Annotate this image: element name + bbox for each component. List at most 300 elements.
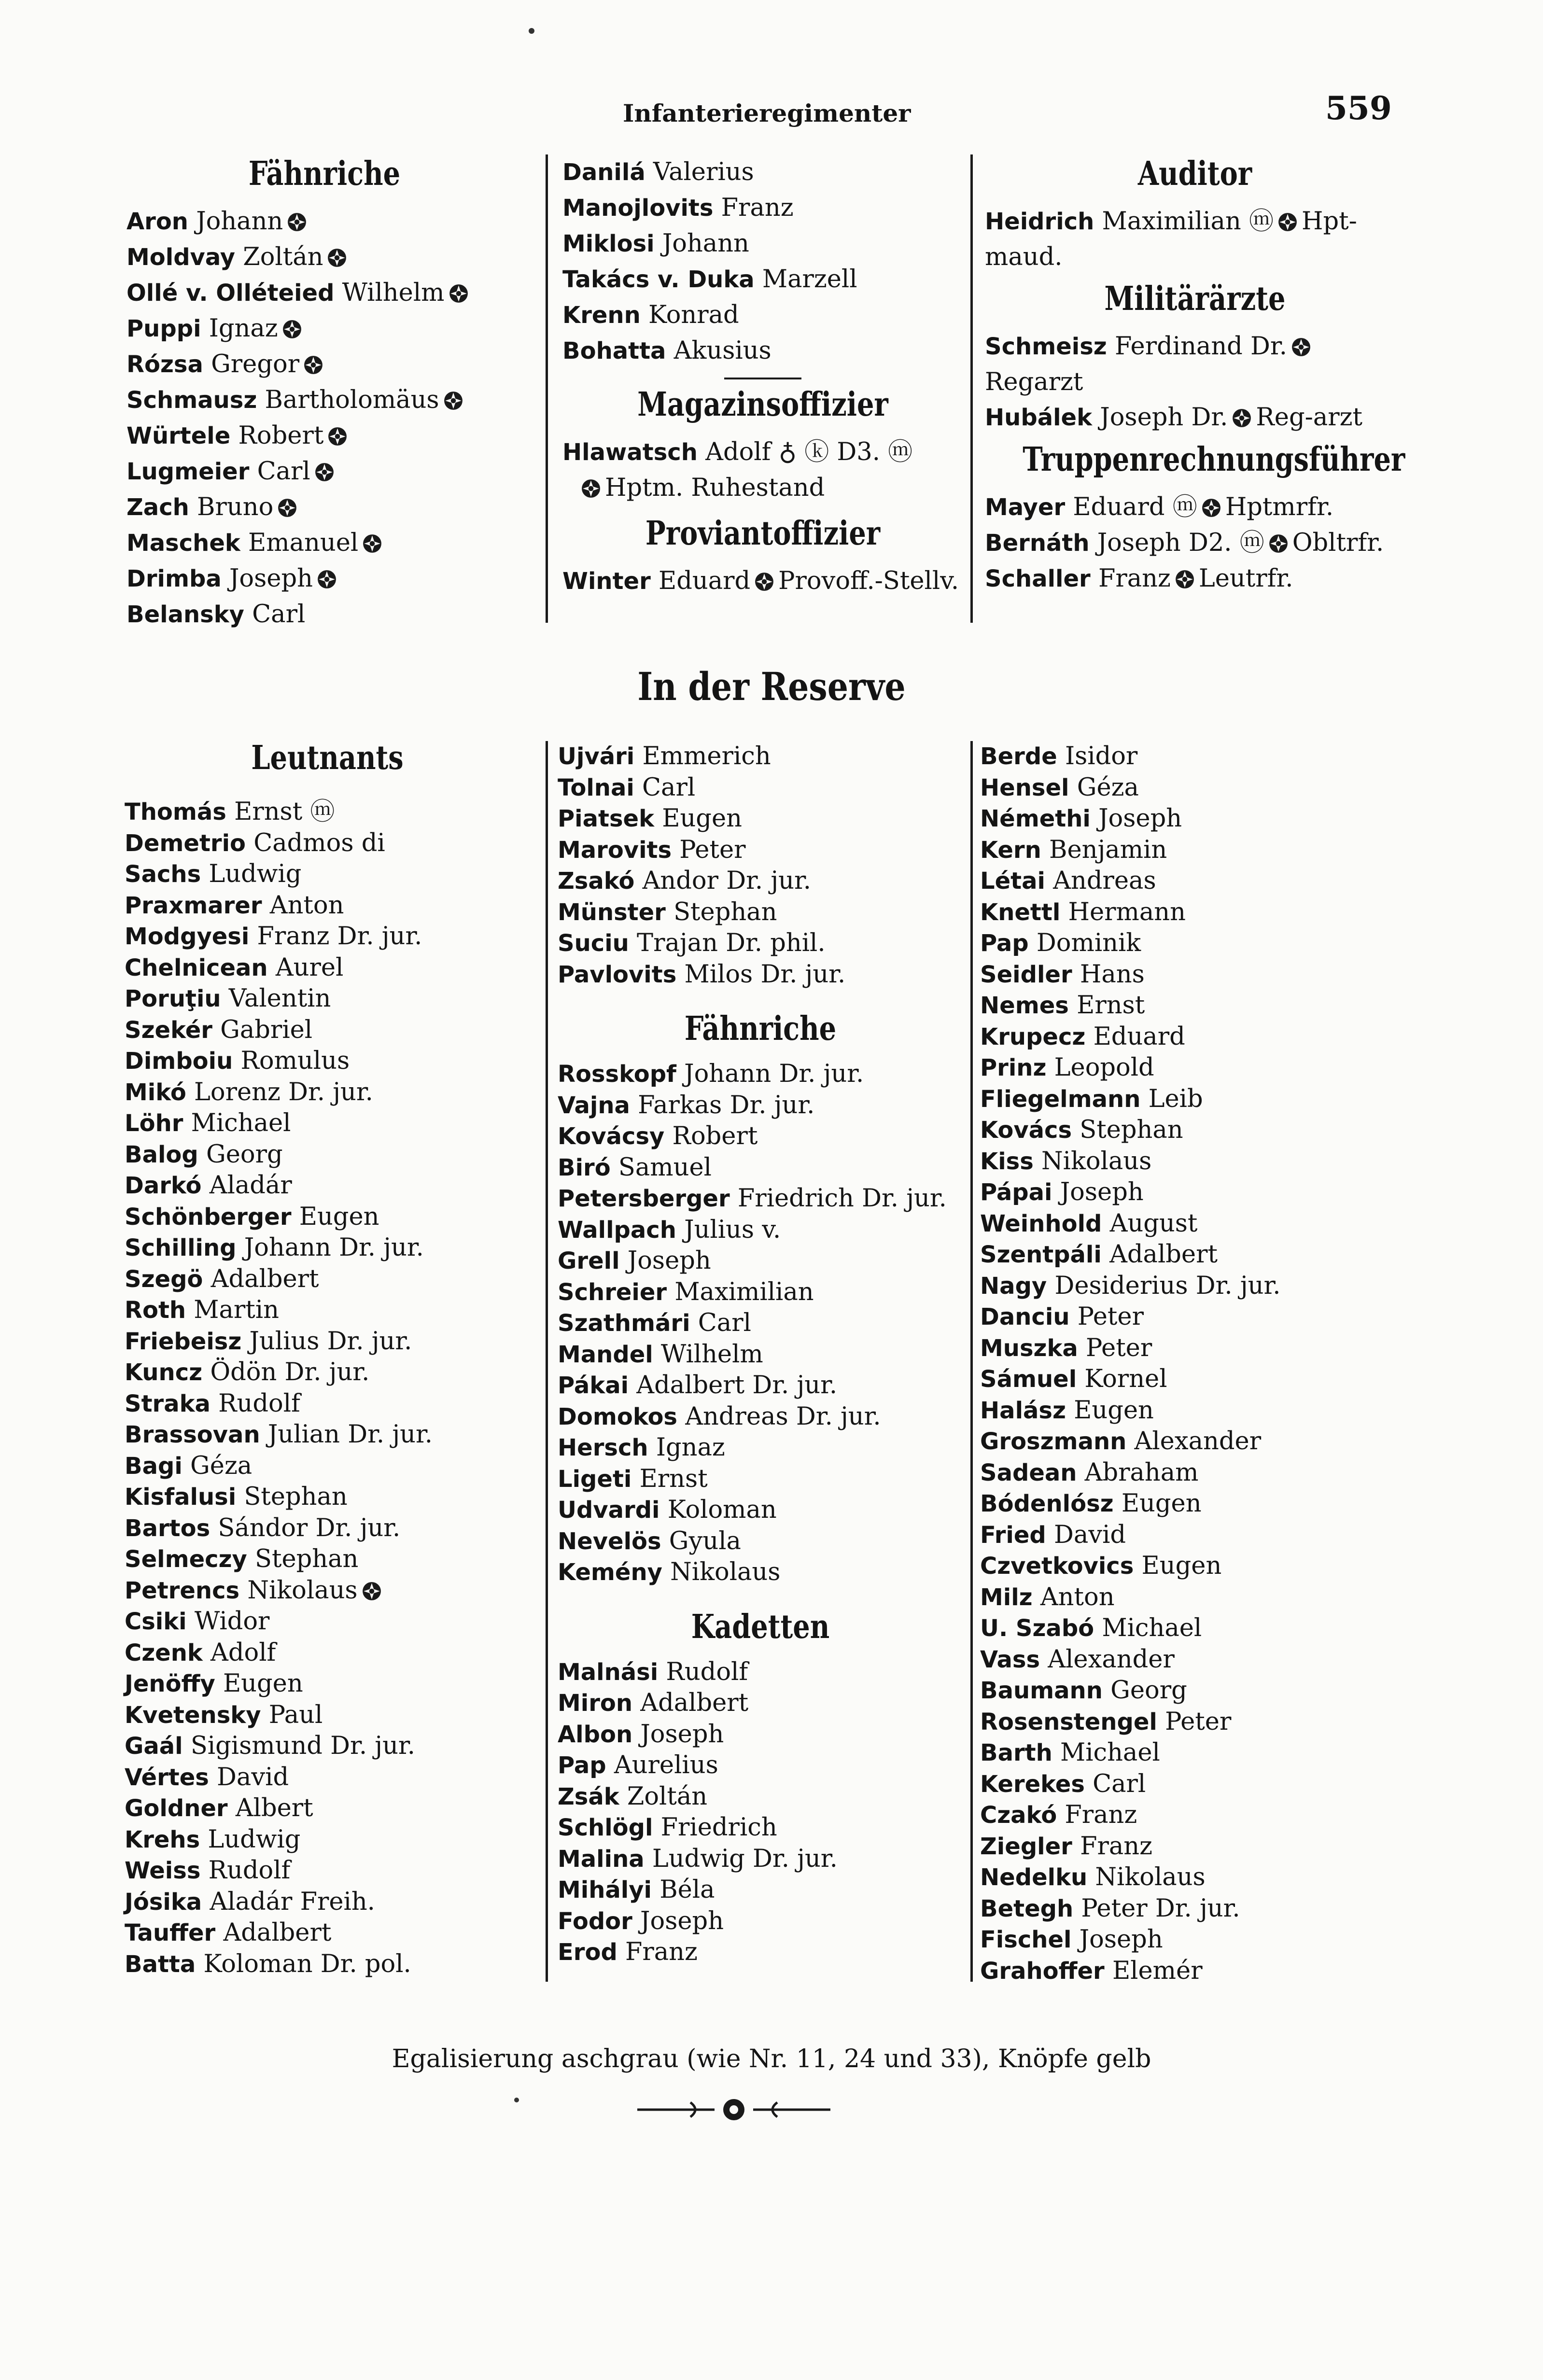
surname: Fodor xyxy=(558,1907,632,1935)
list-item xyxy=(558,1059,963,1090)
given-name: Johann xyxy=(196,207,283,236)
leutnants-list xyxy=(125,797,530,1980)
cross-decoration-icon xyxy=(314,462,335,482)
given-name: Adalbert xyxy=(1109,1240,1218,1269)
degree: Dr. jur. xyxy=(729,1091,815,1120)
list-item xyxy=(126,382,522,418)
top-column-1 xyxy=(126,154,522,632)
surname: Udvardi xyxy=(558,1497,660,1524)
given-name: Franz xyxy=(721,194,794,222)
cross-decoration-icon xyxy=(443,391,463,411)
degree: Dr. jur. xyxy=(288,1078,373,1106)
list-item xyxy=(125,859,530,890)
list-item xyxy=(558,959,963,991)
degree: Dr. jur. xyxy=(760,960,846,989)
given-name: Sándor xyxy=(218,1513,308,1542)
list-item xyxy=(125,1887,530,1918)
list-item xyxy=(558,1557,963,1588)
list-item xyxy=(985,525,1405,561)
page-number: 559 xyxy=(1325,89,1392,127)
surname: Nagy xyxy=(980,1272,1047,1300)
surname: Zsakó xyxy=(558,868,635,895)
list-item xyxy=(980,772,1405,804)
column-divider xyxy=(970,741,973,1982)
list-item xyxy=(980,1333,1405,1364)
given-name: Leib xyxy=(1148,1084,1203,1113)
heading-faehnriche: Fähnriche xyxy=(248,154,401,193)
list-item xyxy=(985,204,1405,275)
print-speck xyxy=(529,28,534,34)
given-name: Joseph xyxy=(1098,804,1182,833)
list-item xyxy=(558,1308,963,1339)
given-name: Ernst ⓜ xyxy=(234,798,335,826)
list-item xyxy=(980,1831,1405,1862)
cross-decoration-icon xyxy=(303,355,323,375)
list-item xyxy=(558,866,963,897)
degree: Dr. jur. xyxy=(330,1732,415,1760)
given-name: Eugen xyxy=(223,1669,303,1698)
given-name: Joseph xyxy=(640,1720,724,1749)
surname: Danciu xyxy=(980,1303,1070,1330)
list-item xyxy=(558,1750,963,1781)
list-item xyxy=(125,1077,530,1108)
cross-decoration-icon xyxy=(282,319,302,339)
surname: Barth xyxy=(980,1739,1052,1766)
surname: Mayer xyxy=(985,494,1066,521)
given-name: Wilhelm xyxy=(660,1340,763,1369)
list-item xyxy=(985,490,1405,525)
surname: Praxmarer xyxy=(125,892,262,919)
surname: Mikó xyxy=(125,1078,186,1106)
given-name: Elemér xyxy=(1112,1956,1203,1985)
list-item xyxy=(562,226,963,262)
given-name: Friedrich xyxy=(660,1813,777,1842)
list-item xyxy=(562,190,963,226)
given-name: Franz xyxy=(1080,1832,1152,1861)
given-name: Georg xyxy=(1110,1676,1187,1705)
list-item xyxy=(980,1893,1405,1925)
given-name: Ludwig xyxy=(652,1844,745,1873)
surname: Malnási xyxy=(558,1658,659,1686)
rank: Reg-arzt xyxy=(1256,403,1362,432)
given-name: Aurel xyxy=(275,953,344,982)
list-item xyxy=(125,952,530,984)
list-item xyxy=(980,928,1405,959)
given-name: Robert xyxy=(238,421,324,450)
list-item xyxy=(558,1215,963,1246)
list-item xyxy=(980,1551,1405,1582)
truppenrechnungsfuehrer-list xyxy=(985,490,1405,597)
surname: Szentpáli xyxy=(980,1241,1102,1268)
given-name: Eugen xyxy=(299,1202,379,1231)
given-name: Johann xyxy=(684,1060,772,1088)
list-item xyxy=(125,1824,530,1856)
list-item xyxy=(980,1364,1405,1395)
given-name: Andreas xyxy=(685,1402,788,1431)
decorations: ♁ ⓚ D3. ⓜ xyxy=(778,438,913,466)
auditor-entry xyxy=(985,204,1405,275)
given-name: Widor xyxy=(194,1607,270,1636)
given-name: Emmerich xyxy=(642,742,771,770)
given-name: Ludwig xyxy=(208,1825,301,1854)
top-column-2 xyxy=(562,154,963,599)
given-name: Stephan xyxy=(1080,1116,1183,1144)
list-item xyxy=(562,297,963,333)
given-name: Julian xyxy=(267,1420,340,1449)
surname: Schaller xyxy=(985,565,1091,592)
given-name: Zoltán xyxy=(627,1782,708,1811)
given-name: Aladár xyxy=(209,1171,292,1200)
surname: Bohatta xyxy=(562,337,666,364)
cross-decoration-icon xyxy=(362,1581,382,1601)
surname: Dimboiu xyxy=(125,1048,233,1075)
given-name: Akusius xyxy=(673,336,772,365)
surname: Vass xyxy=(980,1646,1040,1673)
given-name: Nikolaus xyxy=(247,1576,358,1605)
list-item xyxy=(125,1170,530,1202)
given-name: David xyxy=(1053,1520,1126,1549)
rank: Obltrfr. xyxy=(1292,529,1384,557)
list-item xyxy=(125,1544,530,1575)
given-name: Johann xyxy=(244,1233,331,1262)
degree: Dr. jur. xyxy=(862,1184,947,1213)
surname: Vajna xyxy=(558,1092,630,1119)
surname: Balog xyxy=(125,1141,198,1168)
list-item xyxy=(980,1271,1405,1302)
given-name: Ludwig xyxy=(209,860,302,888)
surname: Pavlovits xyxy=(558,961,677,988)
surname: Kuncz xyxy=(125,1359,203,1386)
list-item xyxy=(980,1800,1405,1831)
surname: Kovácsy xyxy=(558,1123,665,1150)
given-name: Georg xyxy=(206,1140,283,1169)
given-name: Wilhelm xyxy=(342,279,445,307)
given-name: Alexander xyxy=(1134,1427,1262,1456)
list-item xyxy=(558,1781,963,1813)
surname: Prinz xyxy=(980,1054,1047,1081)
given-name: Joseph xyxy=(640,1906,724,1935)
cross-decoration-icon xyxy=(277,498,297,518)
given-name: Julius xyxy=(249,1327,320,1356)
list-item xyxy=(125,1762,530,1793)
surname: Hensel xyxy=(980,774,1069,801)
surname: Miron xyxy=(558,1690,633,1717)
qualification: Dr. xyxy=(1250,332,1287,361)
given-name: Joseph xyxy=(229,564,313,593)
given-name: Gregor xyxy=(211,350,300,378)
given-name: Peter xyxy=(1165,1707,1232,1736)
given-name: Stephan xyxy=(244,1483,348,1511)
degree: Dr. jur. xyxy=(752,1371,838,1400)
cross-decoration-icon xyxy=(1291,337,1311,357)
given-name: Anton xyxy=(269,891,344,920)
list-item xyxy=(125,1793,530,1824)
list-item xyxy=(980,1644,1405,1676)
surname: Thomás xyxy=(125,798,226,826)
given-name: Koloman xyxy=(667,1496,777,1524)
given-name: Michael xyxy=(191,1109,291,1137)
list-item xyxy=(558,1121,963,1152)
given-name: Adolf xyxy=(210,1638,276,1667)
list-item xyxy=(558,1657,963,1688)
given-name: Peter xyxy=(1081,1894,1148,1923)
given-name: Franz xyxy=(625,1938,698,1966)
surname: Krenn xyxy=(562,302,641,329)
list-item xyxy=(558,741,963,772)
surname: Lugmeier xyxy=(126,458,250,485)
heading-militaeraerzte: Militärärzte xyxy=(1104,280,1286,318)
qualification: ⓜ xyxy=(1172,493,1197,521)
surname: Tolnai xyxy=(558,774,634,801)
surname: Winter xyxy=(562,568,651,595)
surname: Gaál xyxy=(125,1733,183,1760)
list-item xyxy=(125,1700,530,1731)
given-name: Carl xyxy=(257,457,310,486)
surname: Erod xyxy=(558,1939,617,1966)
surname: Mandel xyxy=(558,1341,653,1368)
surname: Baumann xyxy=(980,1677,1103,1704)
given-name: Valentin xyxy=(228,984,331,1013)
surname: Piatsek xyxy=(558,805,655,832)
list-item xyxy=(126,347,522,382)
given-name: Andor xyxy=(642,867,719,895)
given-name: Bartholomäus xyxy=(265,386,439,414)
given-name: Robert xyxy=(672,1122,758,1150)
list-item xyxy=(126,525,522,561)
surname: Grahoffer xyxy=(980,1957,1105,1985)
list-item xyxy=(125,890,530,922)
given-name: Carl xyxy=(252,600,306,629)
list-item xyxy=(980,959,1405,991)
surname: Bódenlósz xyxy=(980,1490,1114,1517)
degree: Dr. pol. xyxy=(320,1949,411,1978)
surname: Czakó xyxy=(980,1802,1057,1829)
list-item xyxy=(980,1208,1405,1240)
running-title: Infanterieregimenter xyxy=(623,99,911,127)
list-item xyxy=(980,1426,1405,1457)
list-item xyxy=(980,1177,1405,1208)
cross-decoration-icon xyxy=(754,572,774,592)
given-name: Albert xyxy=(235,1794,313,1822)
list-item xyxy=(985,400,1405,435)
list-item xyxy=(980,1457,1405,1489)
list-item xyxy=(125,1357,530,1388)
degree: Dr. jur. xyxy=(315,1513,401,1542)
given-name: Carl xyxy=(698,1309,751,1337)
surname: Demetrio xyxy=(125,829,246,857)
surname: Schmeisz xyxy=(985,333,1107,360)
surname: Grell xyxy=(558,1247,620,1274)
given-name: Adalbert xyxy=(210,1264,319,1293)
list-item xyxy=(125,1232,530,1264)
list-item xyxy=(558,897,963,928)
list-item xyxy=(126,454,522,490)
degree: Dr. jur. xyxy=(726,867,811,895)
list-item xyxy=(562,262,963,297)
cross-decoration-icon xyxy=(327,248,347,268)
surname: Sadean xyxy=(980,1459,1077,1486)
list-item xyxy=(125,797,530,828)
surname: Ligeti xyxy=(558,1465,632,1493)
surname: U. Szabó xyxy=(980,1615,1094,1642)
given-name: Aurelius xyxy=(614,1751,718,1779)
list-item xyxy=(125,828,530,859)
faehnriche-list xyxy=(126,204,522,632)
surname: Némethi xyxy=(980,805,1091,832)
given-name: Johann xyxy=(662,229,749,258)
list-item xyxy=(558,1277,963,1308)
list-item xyxy=(125,1264,530,1295)
given-name: Joseph xyxy=(1097,529,1181,557)
list-item xyxy=(558,1526,963,1557)
surname: Kisfalusi xyxy=(125,1484,237,1511)
list-item xyxy=(562,154,963,190)
list-item xyxy=(125,1451,530,1482)
given-name: Peter xyxy=(679,835,746,864)
heading-truppenrechnungsfuehrer: Truppenrechnungsführer xyxy=(1023,440,1405,479)
list-item xyxy=(558,1370,963,1401)
given-name: Leopold xyxy=(1054,1053,1154,1082)
surname: Groszmann xyxy=(980,1428,1127,1455)
surname: Chelnicean xyxy=(125,954,268,981)
top-column-3 xyxy=(985,154,1405,597)
surname: Goldner xyxy=(125,1795,228,1822)
list-item xyxy=(125,1731,530,1762)
given-name: Joseph xyxy=(1060,1178,1144,1206)
list-item xyxy=(980,990,1405,1022)
list-item xyxy=(558,1812,963,1844)
surname: Rosenstengel xyxy=(980,1708,1157,1736)
surname: Kovács xyxy=(980,1117,1072,1144)
given-name: Julius v. xyxy=(684,1215,781,1244)
footer-note: Egalisierung aschgrau (wie Nr. 11, 24 und 33), Knöpfe gelb xyxy=(392,2044,1151,2073)
surname: Fliegelmann xyxy=(980,1085,1141,1113)
list-item xyxy=(562,434,963,470)
given-name: Ernst xyxy=(1077,991,1145,1020)
given-name: Nikolaus xyxy=(1095,1863,1206,1891)
list-item xyxy=(125,1575,530,1607)
given-name: Ernst xyxy=(639,1464,708,1493)
list-item xyxy=(558,1401,963,1433)
given-name: Peter xyxy=(1077,1302,1144,1331)
surname: Szegö xyxy=(125,1265,203,1293)
surname: Kvetensky xyxy=(125,1701,261,1729)
rank: Regarzt xyxy=(985,368,1083,396)
surname: Halász xyxy=(980,1397,1066,1424)
surname: Zach xyxy=(126,494,189,521)
list-item xyxy=(125,1482,530,1513)
surname: Rosskopf xyxy=(558,1061,676,1088)
surname: Petersberger xyxy=(558,1185,730,1212)
given-name: Joseph xyxy=(1100,403,1184,432)
surname: Friebeisz xyxy=(125,1328,242,1355)
reserve-officer-list xyxy=(558,741,963,990)
list-item xyxy=(558,803,963,835)
list-item xyxy=(126,275,522,311)
surname: Fischel xyxy=(980,1926,1072,1953)
list-item xyxy=(126,239,522,275)
surname: Tauffer xyxy=(125,1919,216,1946)
degree: Dr. jur. xyxy=(284,1358,370,1386)
officer-list xyxy=(562,154,963,369)
surname: Létai xyxy=(980,868,1045,895)
proviantoffizier-entry xyxy=(562,563,963,599)
surname: Schmausz xyxy=(126,387,257,414)
list-item xyxy=(558,1464,963,1495)
given-name: Aladár Freih. xyxy=(210,1887,375,1916)
surname: Mihályi xyxy=(558,1876,652,1904)
given-name: Eugen xyxy=(662,804,742,833)
given-name: Valerius xyxy=(653,158,754,186)
given-name: Ödön xyxy=(210,1358,277,1386)
surname: Miklosi xyxy=(562,230,655,257)
surname: Sachs xyxy=(125,861,201,888)
list-item xyxy=(980,1052,1405,1084)
surname: Zsák xyxy=(558,1783,619,1810)
column-divider xyxy=(970,154,973,623)
list-item xyxy=(980,1956,1405,1987)
list-item xyxy=(985,561,1405,597)
surname: Czenk xyxy=(125,1639,203,1666)
given-name: Peter xyxy=(1085,1333,1152,1362)
list-item xyxy=(558,772,963,804)
given-name: Alexander xyxy=(1048,1645,1175,1674)
given-name: Franz xyxy=(1065,1801,1137,1829)
surname: Darkó xyxy=(125,1172,202,1199)
surname: Ziegler xyxy=(980,1833,1072,1860)
surname: Berde xyxy=(980,743,1057,770)
list-item xyxy=(980,1675,1405,1707)
list-item xyxy=(126,561,522,597)
given-name: Adalbert xyxy=(636,1371,745,1400)
surname: Pap xyxy=(980,930,1029,957)
surname: Csiki xyxy=(125,1608,187,1635)
surname: Rózsa xyxy=(126,351,203,378)
militaeraerzte-list xyxy=(985,329,1405,435)
surname: Kemény xyxy=(558,1559,662,1586)
list-item xyxy=(125,1139,530,1171)
cross-decoration-icon xyxy=(581,478,601,499)
surname: Szathmári xyxy=(558,1310,690,1337)
surname: Petrencs xyxy=(125,1577,240,1604)
surname: Jenöffy xyxy=(125,1670,215,1697)
surname: Löhr xyxy=(125,1110,183,1137)
ornament-divider xyxy=(637,2093,830,2127)
list-item xyxy=(558,1719,963,1750)
rank: Hptmrfr. xyxy=(1225,493,1334,521)
surname: Szekér xyxy=(125,1016,212,1044)
page-header xyxy=(0,89,1543,128)
surname: Modgyesi xyxy=(125,923,250,950)
cross-decoration-icon xyxy=(1175,569,1195,589)
given-name: Eduard xyxy=(1073,493,1165,521)
given-name: Michael xyxy=(1060,1738,1160,1767)
list-item xyxy=(125,1918,530,1949)
list-item xyxy=(125,1668,530,1700)
degree: Dr. jur. xyxy=(753,1844,838,1873)
given-name: Eugen xyxy=(1121,1489,1202,1518)
surname: Nemes xyxy=(980,992,1069,1019)
given-name: Rudolf xyxy=(666,1657,748,1686)
list-item xyxy=(558,928,963,959)
given-name: Trajan xyxy=(637,929,718,957)
given-name: Paul xyxy=(268,1700,323,1729)
given-name: Eduard xyxy=(1093,1022,1185,1051)
surname: Ujvári xyxy=(558,743,635,770)
list-item xyxy=(126,418,522,454)
list-item xyxy=(980,1488,1405,1520)
given-name: Ignaz xyxy=(209,314,278,343)
